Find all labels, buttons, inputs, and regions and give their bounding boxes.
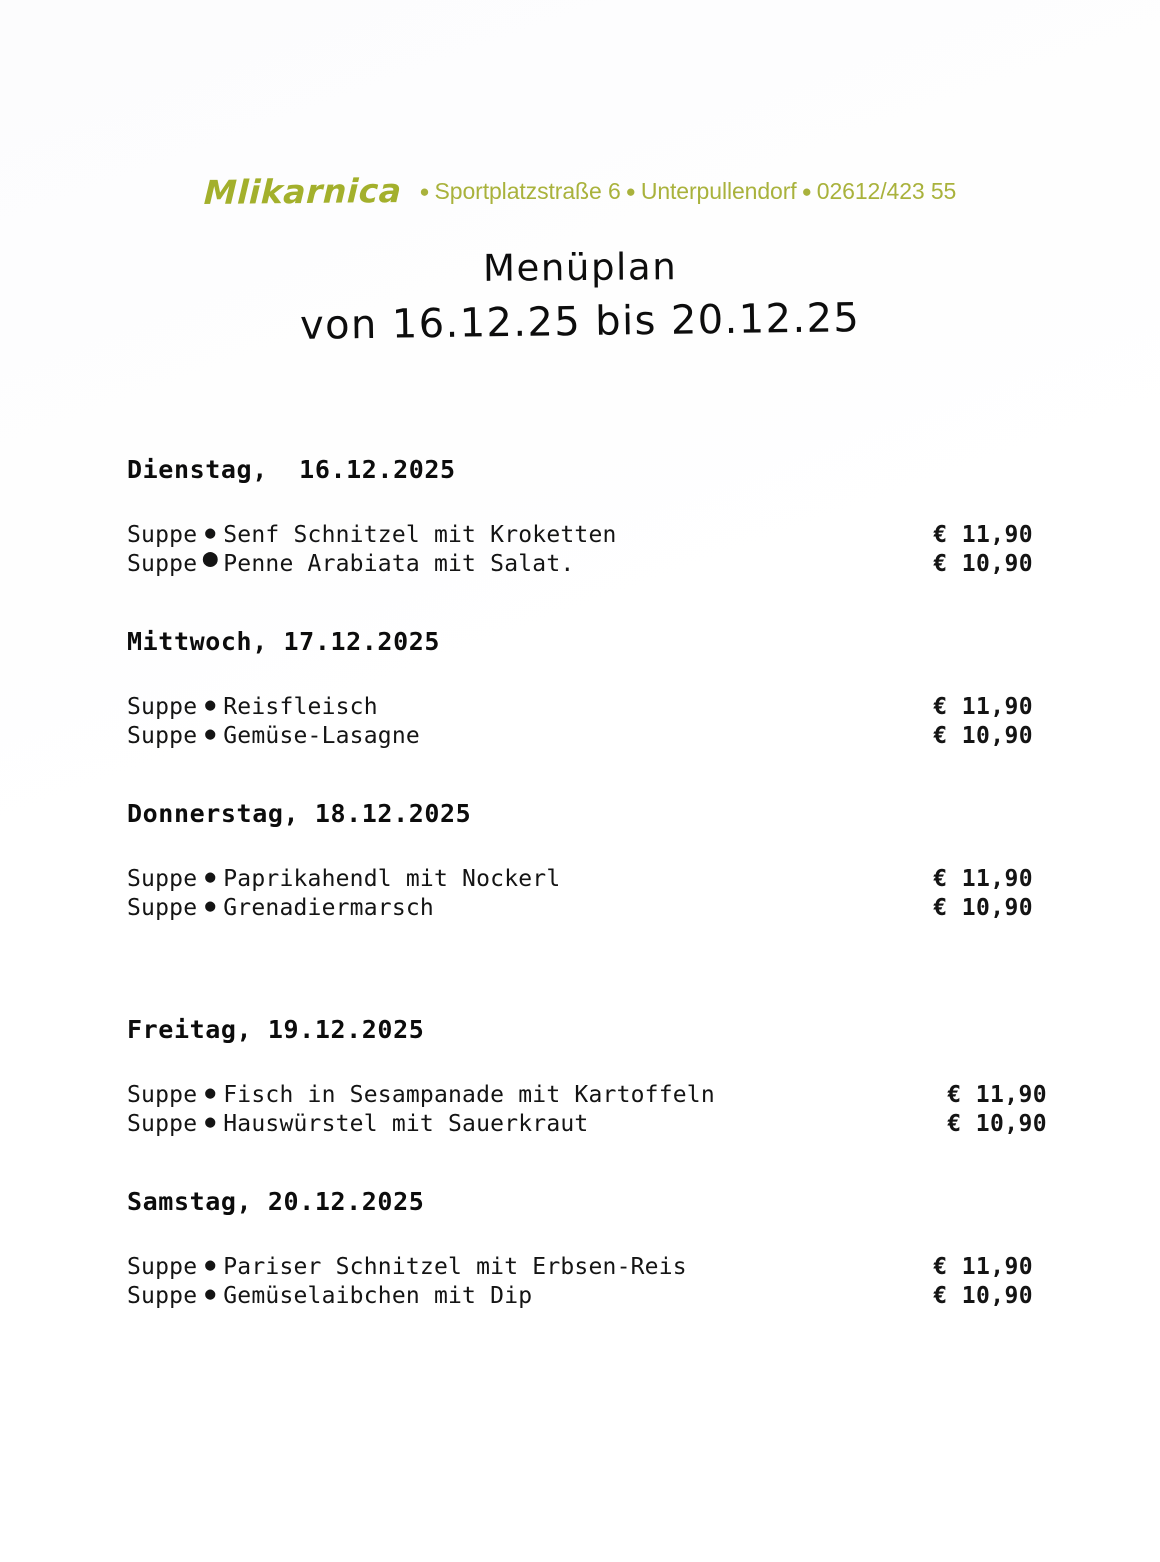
- contact-line: [414, 178, 956, 205]
- weekly-menu-list: [127, 455, 1047, 1359]
- course-label: Suppe: [127, 522, 198, 548]
- page-title: Menüplan: [482, 245, 678, 290]
- title-block: [0, 245, 1160, 349]
- menu-row: [127, 1081, 1047, 1110]
- bullet-separator-icon: ●: [205, 523, 216, 543]
- course-label: Suppe: [127, 1283, 198, 1309]
- menu-row: [127, 1253, 1033, 1282]
- bullet-separator-icon: ●: [801, 182, 812, 201]
- bullet-separator-icon: ●: [419, 182, 430, 201]
- bullet-separator-icon: ●: [202, 543, 218, 572]
- dish-name: Hauswürstel mit Sauerkraut: [223, 1111, 589, 1137]
- dish-price: € 11,90: [933, 1254, 1033, 1280]
- dish-price: € 11,90: [933, 866, 1033, 892]
- dish-price: € 10,90: [933, 723, 1033, 749]
- course-label: Suppe: [127, 1111, 198, 1137]
- dish-price: € 10,90: [933, 1283, 1033, 1309]
- dish-name: Paprikahendl mit Nockerl: [223, 866, 561, 892]
- dish-name: Gemüselaibchen mit Dip: [223, 1283, 533, 1309]
- menu-row: [127, 1282, 1033, 1311]
- bullet-separator-icon: ●: [205, 1083, 216, 1103]
- phone-number: 02612/423 55: [816, 178, 957, 204]
- menu-row: [127, 865, 1033, 894]
- day-section: [127, 627, 1033, 751]
- page-header: [0, 172, 1160, 211]
- menu-row: [127, 521, 1033, 550]
- course-label: Suppe: [127, 1254, 198, 1280]
- page-subtitle-daterange: von 16.12.25 bis 20.12.25: [299, 295, 861, 349]
- menu-row: [127, 693, 1033, 722]
- course-label: Suppe: [127, 694, 198, 720]
- dish-name: Gemüse-Lasagne: [223, 723, 420, 749]
- dish-price: € 10,90: [933, 551, 1033, 577]
- dish-name: Grenadiermarsch: [223, 895, 434, 921]
- bullet-separator-icon: ●: [205, 1284, 216, 1304]
- day-section: [127, 1015, 1047, 1139]
- dish-price: € 11,90: [947, 1082, 1047, 1108]
- menu-row: [127, 543, 1033, 579]
- brand-logo: Mlikarnica: [202, 170, 403, 213]
- bullet-separator-icon: ●: [205, 867, 216, 887]
- day-heading: Dienstag, 16.12.2025: [127, 455, 456, 484]
- course-label: Suppe: [127, 895, 198, 921]
- dish-name: Pariser Schnitzel mit Erbsen-Reis: [223, 1254, 687, 1280]
- address-town: Unterpullendorf: [640, 178, 797, 204]
- bullet-separator-icon: ●: [205, 896, 216, 916]
- day-heading: Samstag, 20.12.2025: [127, 1187, 425, 1216]
- menu-row: [127, 722, 1033, 751]
- menu-row: [127, 894, 1033, 923]
- day-heading: Mittwoch, 17.12.2025: [127, 627, 441, 656]
- bullet-separator-icon: ●: [205, 1112, 216, 1132]
- day-section: [127, 799, 1033, 923]
- bullet-separator-icon: ●: [205, 1255, 216, 1275]
- day-heading: Freitag, 19.12.2025: [127, 1015, 425, 1044]
- dish-price: € 10,90: [933, 895, 1033, 921]
- course-label: Suppe: [127, 1082, 198, 1108]
- day-heading: Donnerstag, 18.12.2025: [127, 799, 472, 828]
- bullet-separator-icon: ●: [625, 182, 636, 201]
- dish-name: Fisch in Sesampanade mit Kartoffeln: [223, 1082, 715, 1108]
- bullet-separator-icon: ●: [205, 724, 216, 744]
- course-label: Suppe: [127, 723, 198, 749]
- course-label: Suppe: [127, 551, 198, 577]
- bullet-separator-icon: ●: [205, 695, 216, 715]
- dish-name: Reisfleisch: [223, 694, 378, 720]
- day-section: [127, 455, 1033, 579]
- address-street: Sportplatzstraße 6: [434, 178, 621, 204]
- course-label: Suppe: [127, 866, 198, 892]
- dish-name: Senf Schnitzel mit Kroketten: [223, 522, 617, 548]
- day-section: [127, 1187, 1033, 1311]
- dish-price: € 10,90: [947, 1111, 1047, 1137]
- menu-row: [127, 1110, 1047, 1139]
- dish-name: Penne Arabiata mit Salat.: [223, 551, 575, 577]
- dish-price: € 11,90: [933, 522, 1033, 548]
- dish-price: € 11,90: [933, 694, 1033, 720]
